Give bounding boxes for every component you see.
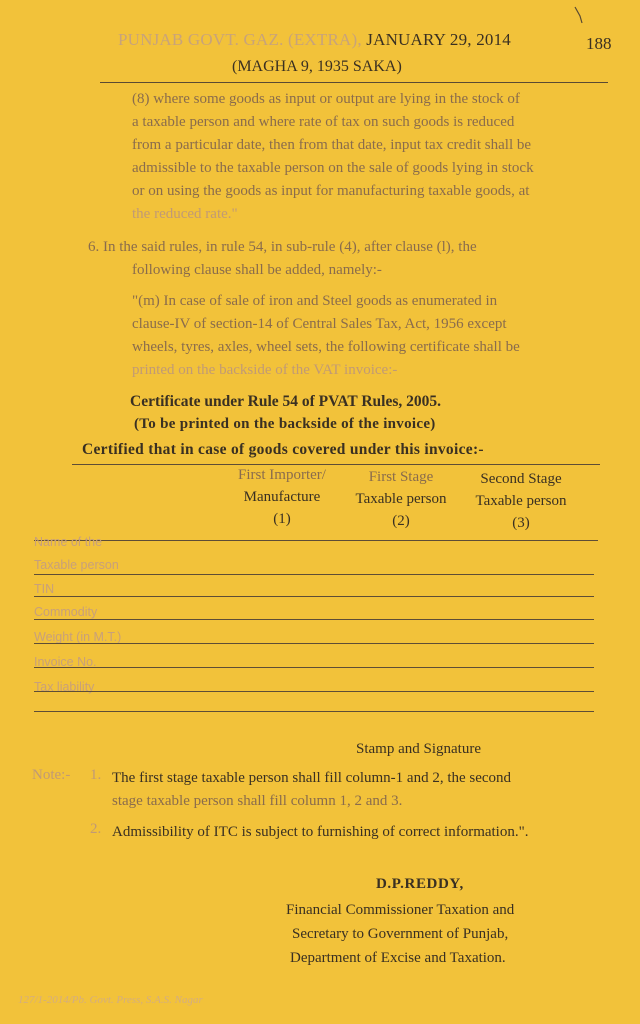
clause-m-line: printed on the backside of the VAT invoice:- [132, 362, 398, 378]
column-header-2: First Stage Taxable person (2) [355, 469, 447, 529]
table-rule [34, 667, 594, 668]
note-line: The first stage taxable person shall fill column-1 and 2, the second [112, 770, 512, 786]
table-row-label: Taxable person [34, 558, 119, 572]
signatory-name: D.P.REDDY, [376, 876, 464, 892]
clause-m-line: wheels, tyres, axles, wheel sets, the following certificate shall be [132, 339, 520, 355]
note-line: stage taxable person shall fill column 1, 2 and 3. [112, 793, 403, 809]
stamp-label: Stamp and Signature [356, 741, 481, 757]
table-row-label: Tax liability [34, 680, 95, 694]
gazette-header [118, 30, 511, 50]
note-line: Admissibility of ITC is subject to furnishing of correct information.". [112, 824, 529, 840]
table-row-label: Commodity [34, 605, 98, 619]
clause-8-line: a taxable person and where rate of tax on such goods is reduced [132, 114, 515, 130]
clause-m-line: "(m) In case of sale of iron and Steel goods as enumerated in [132, 293, 498, 309]
clause-8-line: from a particular date, then from that date, input tax credit shall be [132, 137, 532, 153]
gazette-date: JANUARY 29, 2014 [366, 30, 512, 49]
column-header-3: Second Stage Taxable person (3) [475, 471, 567, 531]
certificate-subtitle: (To be printed on the backside of the invoice) [134, 416, 436, 432]
note-number: 2. [90, 821, 102, 837]
certificate-title: Certificate under Rule 54 of PVAT Rules, 2005. [130, 393, 441, 410]
table-row-label: Name of the [34, 535, 103, 549]
clause-8-line: or on using the goods as input for manufacturing taxable goods, at [132, 183, 530, 199]
table-row-label: Weight (in M.T.) [34, 630, 122, 644]
column-header-1: First Importer/ Manufacture (1) [238, 467, 326, 527]
table-rule [34, 619, 594, 620]
clause-8-line: the reduced rate." [132, 206, 238, 222]
note-number: 1. [90, 767, 102, 783]
table-rule [34, 540, 598, 541]
certificate-intro: Certified that in case of goods covered under this invoice:- [82, 441, 484, 458]
clause-6-line: 6. In the said rules, in rule 54, in sub-rule (4), after clause (l), the [88, 239, 477, 255]
clause-8-line: (8) where some goods as input or output are lying in the stock of [132, 91, 520, 107]
table-rule [34, 574, 594, 575]
note-label: Note:- [32, 767, 71, 783]
gazette-prefix: PUNJAB GOVT. GAZ. (EXTRA), [118, 30, 362, 49]
saka-date: (MAGHA 9, 1935 SAKA) [232, 58, 402, 75]
press-footer: 127/1-2014/Pb. Govt. Press, S.A.S. Nagar [18, 994, 203, 1006]
clause-m-line: clause-IV of section-14 of Central Sales Tax, Act, 1956 except [132, 316, 507, 332]
signatory-designation: Department of Excise and Taxation. [290, 950, 506, 966]
table-row-label: TIN [34, 582, 55, 596]
table-bottom-rule [34, 711, 594, 712]
header-rule [100, 82, 608, 83]
page-number: 188 [586, 34, 612, 53]
clause-6-line: following clause shall be added, namely:- [132, 262, 382, 278]
clause-8-line: admissible to the taxable person on the sale of goods lying in stock [132, 160, 534, 176]
table-rule [34, 691, 594, 692]
table-rule [34, 596, 594, 597]
pen-mark-icon [574, 6, 584, 24]
signatory-designation: Financial Commissioner Taxation and [286, 902, 515, 918]
table-rule [34, 643, 594, 644]
table-row-label: Invoice No. [34, 655, 97, 669]
signatory-designation: Secretary to Government of Punjab, [292, 926, 509, 942]
